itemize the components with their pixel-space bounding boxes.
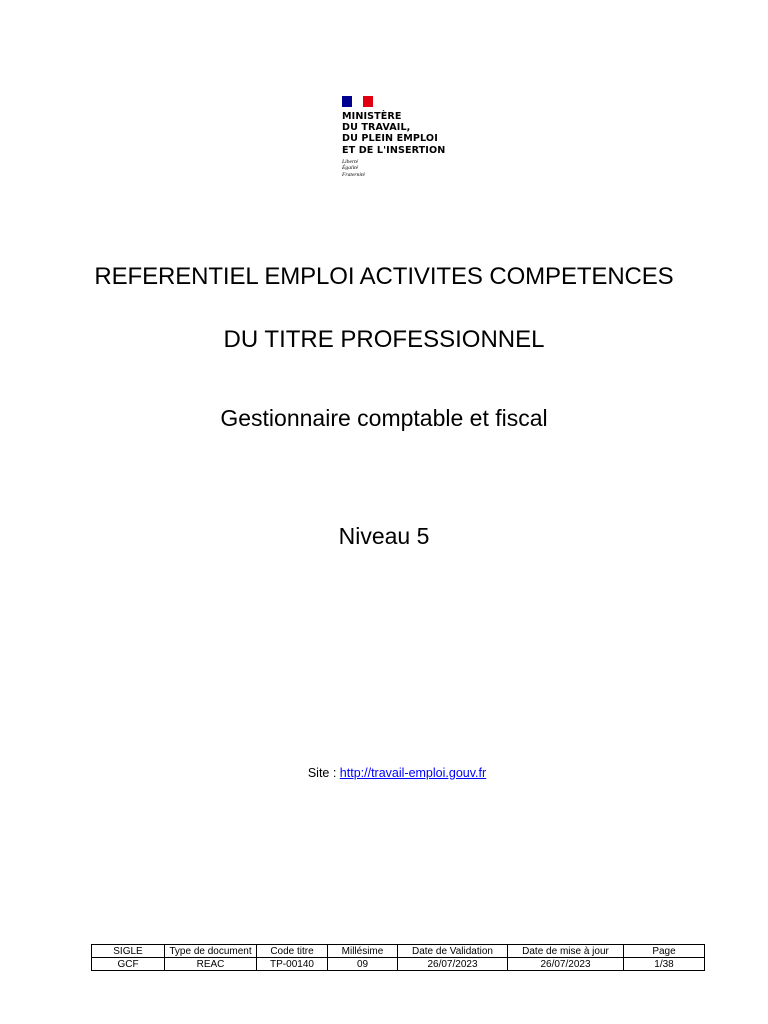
value-code-titre: TP-00140: [257, 958, 328, 971]
republic-motto: Liberté Égalité Fraternité: [342, 158, 365, 178]
value-type-document: REAC: [165, 958, 257, 971]
header-sigle: SIGLE: [92, 945, 165, 958]
header-date-validation: Date de Validation: [398, 945, 508, 958]
ministry-name: MINISTÈRE DU TRAVAIL, DU PLEIN EMPLOI ET DE L'INSERTION: [342, 111, 446, 156]
table-header-row: [92, 945, 705, 958]
site-link[interactable]: http://travail-emploi.gouv.fr: [339, 766, 487, 780]
value-page: 1/38: [624, 958, 705, 971]
document-info-table: [91, 944, 705, 971]
header-code-titre: Code titre: [257, 945, 328, 958]
value-date-mise-a-jour: 26/07/2023: [508, 958, 624, 971]
document-title-line-1: REFERENTIEL EMPLOI ACTIVITES COMPETENCES: [94, 263, 674, 290]
header-millesime: Millésime: [328, 945, 398, 958]
site-line: [0, 766, 768, 781]
ministry-logo: [342, 96, 472, 179]
header-type-document: Type de document: [165, 945, 257, 958]
document-title-line-2: DU TITRE PROFESSIONNEL: [223, 326, 545, 353]
qualification-name: Gestionnaire comptable et fiscal: [220, 405, 548, 431]
value-millesime: 09: [328, 958, 398, 971]
header-date-mise-a-jour: Date de mise à jour: [508, 945, 624, 958]
site-label: Site :: [307, 766, 340, 780]
table-value-row: [92, 958, 705, 971]
value-sigle: GCF: [92, 958, 165, 971]
qualification-level: Niveau 5: [338, 523, 430, 549]
value-date-validation: 26/07/2023: [398, 958, 508, 971]
header-page: Page: [624, 945, 705, 958]
french-flag-icon: [342, 96, 373, 107]
